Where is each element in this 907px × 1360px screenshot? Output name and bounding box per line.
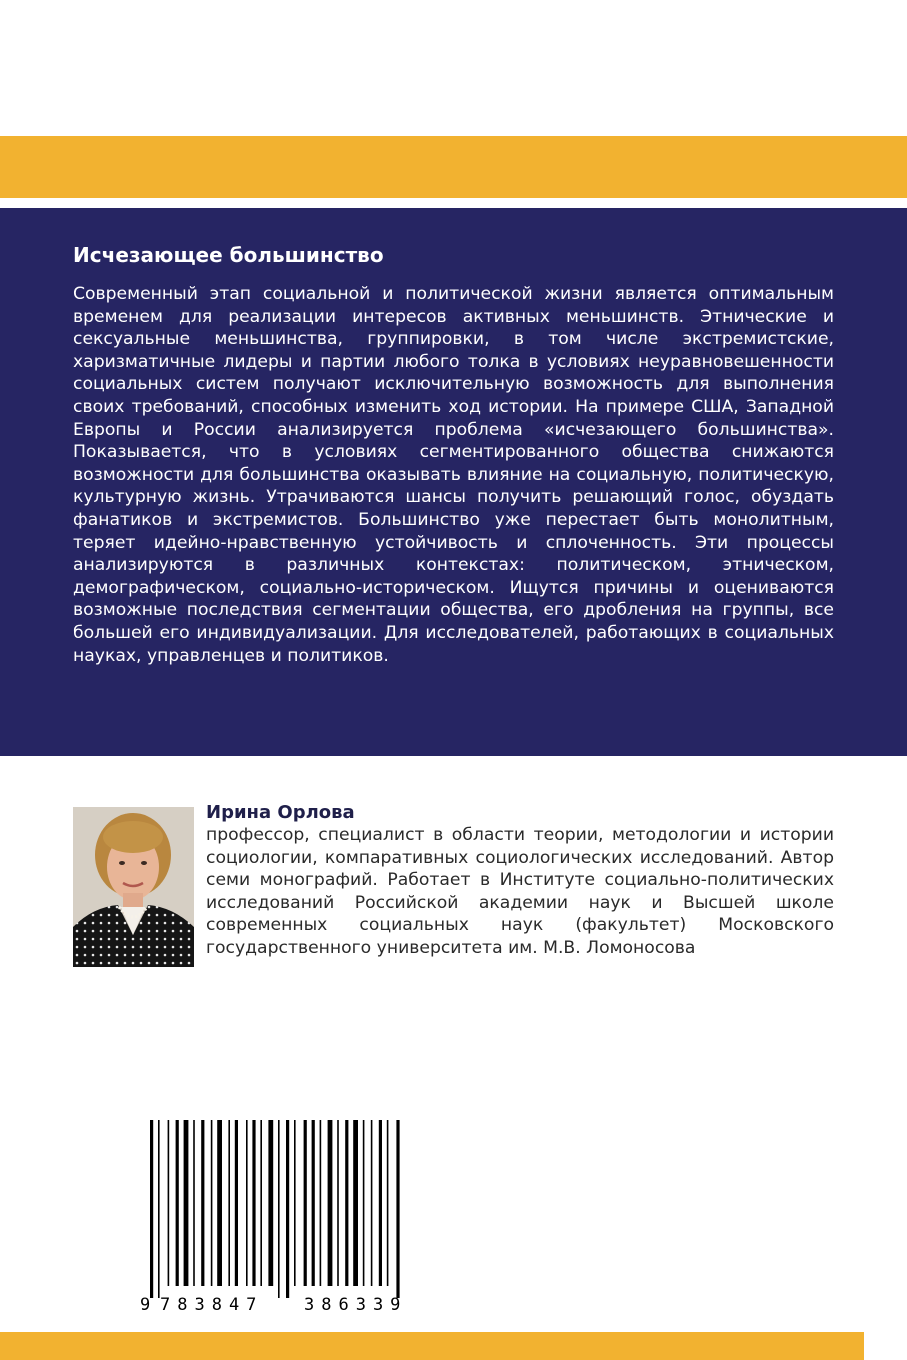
barcode-bar: [286, 1120, 289, 1298]
author-portrait-image: [73, 807, 194, 967]
barcode-bar: [345, 1120, 348, 1286]
barcode-bar: [363, 1120, 365, 1286]
author-bio: профессор, специалист в области теории, методологии и истории социологии, компаративных социологических исследований. Автор семи монографий. Работает в Институте социально-политических исследований Российской академии наук и Высшей школе современных социальных наук (факультет) Московского государственного университета им. М.В. Ломоносова: [206, 825, 834, 958]
barcode-digits-right: 386339: [304, 1295, 408, 1315]
barcode-bar: [260, 1120, 262, 1286]
barcode-bar: [176, 1120, 179, 1286]
barcode-bar: [150, 1120, 153, 1298]
barcode-bar: [278, 1120, 280, 1298]
barcode-bar: [294, 1120, 296, 1286]
barcode-bar: [217, 1120, 222, 1286]
barcode-bar: [252, 1120, 255, 1286]
barcode-bar: [371, 1120, 373, 1286]
barcode-bar: [353, 1120, 358, 1286]
barcode-bar: [193, 1120, 195, 1286]
barcode-bar: [396, 1120, 399, 1298]
barcode-digits-left: 783847: [160, 1295, 264, 1315]
barcode-bar: [158, 1120, 160, 1298]
book-title: Исчезающее большинство: [73, 243, 384, 267]
barcode-digit-prefix: 9: [140, 1295, 151, 1315]
barcode-bar: [184, 1120, 189, 1286]
barcode-bar: [201, 1120, 204, 1286]
barcode-bars: [150, 1120, 400, 1298]
isbn-barcode: [138, 1120, 450, 1315]
barcode-bar: [387, 1120, 389, 1286]
barcode-bar: [320, 1120, 322, 1286]
barcode-bar: [312, 1120, 315, 1286]
book-description: Современный этап социальной и политической жизни является оптимальным временем для реализации интересов активных меньшинств. Этнические и сексуальные меньшинства, группировки, в том числе экстремистские, харизматичные лидеры и партии любого толка в условиях неуравновешенности социальных систем получают исключительную возможность для выполнения своих требований, способных изменить ход истории. На примере США, Западной Европы и России анализируется проблема «исчезающего большинства». Показывается, что в условиях сегментированного общества снижаются возможности для большинства оказывать влияние на социальную, политическую, культурную жизнь. Утрачиваются шансы получить решающий голос, обуздать фанатиков и экстремистов. Большинство уже перестает быть монолитным, теряет идейно-нравственную устойчивость и сплоченность. Эти процессы анализируются в различных контекстах: политическом, этническом, демографическом, социально-историческом. Ищутся причины и оцениваются возможные последствия сегментации общества, его дробления на группы, все большей его индивидуализации. Для исследователей, работающих в социальных науках, управленцев и политиков.: [73, 284, 834, 666]
barcode-bar: [304, 1120, 307, 1286]
barcode-bar: [211, 1120, 213, 1286]
barcode-bar: [246, 1120, 248, 1286]
top-accent-stripe: [0, 136, 907, 198]
barcode-bar: [168, 1120, 170, 1286]
barcode-bar: [337, 1120, 339, 1286]
barcode-bar: [328, 1120, 333, 1286]
barcode-bar: [268, 1120, 273, 1286]
barcode-bar: [379, 1120, 382, 1286]
author-photo: [73, 807, 194, 967]
bottom-accent-stripe: [0, 1332, 864, 1360]
author-name: Ирина Орлова: [206, 802, 355, 823]
barcode-bar: [235, 1120, 238, 1286]
barcode-bar: [228, 1120, 230, 1286]
